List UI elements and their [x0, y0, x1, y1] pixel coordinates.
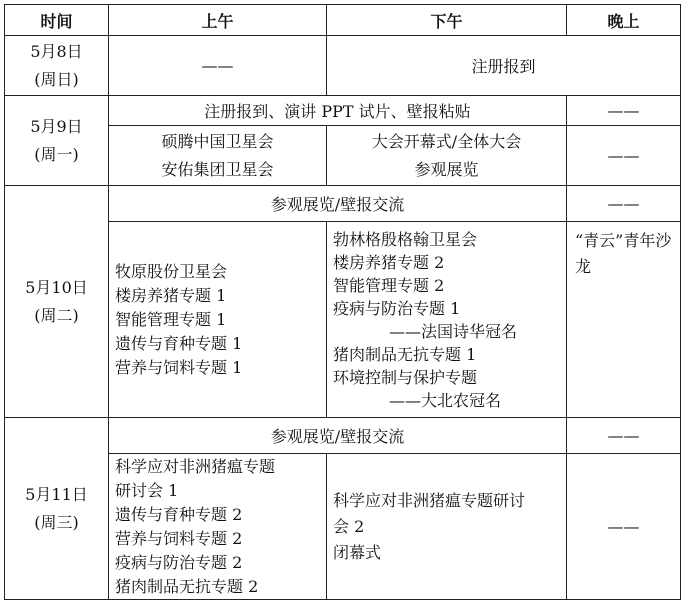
day2-all-day: 注册报到、演讲 PPT 试片、壁报粘贴 — [109, 96, 567, 126]
day1-afternoon: 注册报到 — [327, 36, 681, 96]
session-item: 遗传与育种专题 1 — [115, 333, 243, 353]
day4-afternoon-sessions — [327, 454, 567, 600]
session-item: 疫病与防治专题 2 — [115, 552, 243, 572]
session-item: 楼房养猪专题 1 — [115, 285, 227, 305]
session-item: 猪肉制品无抗专题 1 — [333, 344, 477, 364]
session-item: 勃林格殷格翰卫星会 — [333, 229, 478, 249]
session-item: 牧原股份卫星会 — [115, 261, 228, 281]
day1-morning: —— — [109, 36, 327, 96]
day3-afternoon-sessions — [327, 222, 567, 418]
header-evening: 晚上 — [567, 5, 681, 36]
session-item: 会 2 — [333, 516, 365, 536]
day3-weekday: (周二) — [34, 305, 79, 325]
day4-date-cell — [5, 418, 109, 600]
session-item: 环境控制与保护专题 — [333, 367, 478, 387]
schedule-table — [4, 4, 681, 600]
day3-evening-1: —— — [567, 186, 681, 222]
table-row — [5, 186, 681, 222]
session-item: 楼房养猪专题 2 — [333, 252, 445, 272]
session-item: 智能管理专题 2 — [333, 275, 445, 295]
day4-evening-1: —— — [567, 418, 681, 454]
day4-weekday: (周三) — [34, 512, 79, 532]
day2-date-cell — [5, 96, 109, 186]
day3-date: 5月10日 — [25, 277, 88, 297]
session-item: 科学应对非洲猪瘟专题 — [115, 456, 276, 476]
header-row — [5, 5, 681, 36]
session-item: 参观展览 — [414, 159, 479, 179]
header-morning: 上午 — [109, 5, 327, 36]
header-time: 时间 — [5, 5, 109, 36]
day3-evening-salon: “青云”青年沙龙 — [567, 222, 681, 418]
session-item: 营养与饲料专题 1 — [115, 357, 243, 377]
day4-evening-2: —— — [567, 454, 681, 600]
day3-all-day: 参观展览/壁报交流 — [109, 186, 567, 222]
session-item: 营养与饲料专题 2 — [115, 528, 243, 548]
day4-all-day: 参观展览/壁报交流 — [109, 418, 567, 454]
day4-morning-sessions — [109, 454, 327, 600]
day2-morning-sessions — [109, 126, 327, 186]
header-afternoon: 下午 — [327, 5, 567, 36]
table-row — [5, 418, 681, 454]
day2-weekday: (周一) — [34, 144, 79, 164]
table-row — [5, 36, 681, 96]
session-item: 研讨会 1 — [115, 480, 179, 500]
session-item: 智能管理专题 1 — [115, 309, 227, 329]
session-item: 大会开幕式/全体大会 — [371, 131, 522, 151]
day2-evening-1: —— — [567, 96, 681, 126]
session-item: 遗传与育种专题 2 — [115, 504, 243, 524]
sponsor-credit: ——法国诗华冠名 — [389, 321, 518, 341]
table-row — [5, 96, 681, 126]
session-item: 疫病与防治专题 1 — [333, 298, 461, 318]
session-item: 闭幕式 — [333, 542, 382, 562]
day2-afternoon-sessions — [327, 126, 567, 186]
session-item: 硕腾中国卫星会 — [161, 131, 274, 151]
day1-date-cell — [5, 36, 109, 96]
day1-weekday: (周日) — [34, 69, 79, 89]
day1-date: 5月8日 — [30, 41, 83, 61]
day4-date: 5月11日 — [25, 484, 88, 504]
day2-evening-2: —— — [567, 126, 681, 186]
sponsor-credit: ——大北农冠名 — [389, 390, 502, 410]
session-item: 猪肉制品无抗专题 2 — [115, 576, 259, 596]
session-item: 安佑集团卫星会 — [161, 159, 274, 179]
session-item: 科学应对非洲猪瘟专题研讨 — [333, 490, 526, 510]
day3-morning-sessions — [109, 222, 327, 418]
day3-date-cell — [5, 186, 109, 418]
day2-date: 5月9日 — [30, 116, 83, 136]
